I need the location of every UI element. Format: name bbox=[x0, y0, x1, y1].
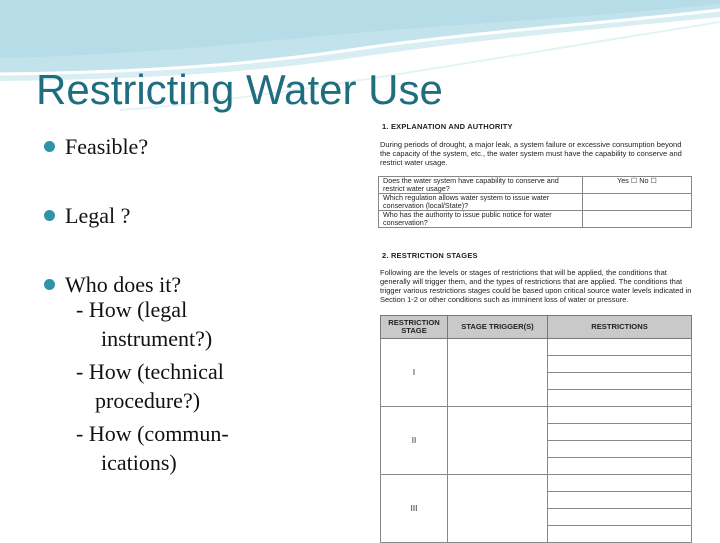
question-cell: Does the water system have capability to conserve and restrict water usage? bbox=[379, 177, 583, 194]
table-row bbox=[381, 475, 692, 492]
answer-cell bbox=[583, 194, 692, 211]
answer-cell: Yes ☐ No ☐ bbox=[583, 177, 692, 194]
stage-cell: II bbox=[381, 407, 448, 475]
table-row bbox=[379, 177, 692, 194]
table-row bbox=[379, 211, 692, 228]
bullet-dot-icon bbox=[44, 210, 55, 221]
table-row bbox=[381, 339, 692, 356]
stage-cell: I bbox=[381, 339, 448, 407]
section-heading: 2. RESTRICTION STAGES bbox=[382, 251, 478, 260]
bullet-item bbox=[44, 131, 148, 162]
answer-cell bbox=[583, 211, 692, 228]
column-header: STAGE TRIGGER(S) bbox=[448, 316, 548, 339]
sub-bullet: instrument?) bbox=[101, 326, 213, 351]
bullet-dot-icon bbox=[44, 279, 55, 290]
sub-bullet: - How (commun- bbox=[76, 421, 229, 446]
column-header: RESTRICTIONS bbox=[548, 316, 692, 339]
slide-title: Restricting Water Use bbox=[36, 66, 443, 113]
section-text: During periods of drought, a major leak, a system failure or excessive consumption beyond the capacity of the system, etc., the water system must have the capability to conserve and restrict water usage. bbox=[380, 140, 682, 167]
section-text: Following are the levels or stages of restrictions that will be applied, the conditions that generally will trigger them, and the types of restrictions that are applied. The conditions that trigger various restrictions stages could be based upon critical source water levels indicated in Section 1-2 or other conditions such as imminent loss of water or pressure. bbox=[380, 268, 692, 304]
column-header: RESTRICTION STAGE bbox=[381, 316, 448, 339]
sub-bullet: ications) bbox=[101, 450, 177, 475]
stage-cell: III bbox=[381, 475, 448, 543]
bullet-dot-icon bbox=[44, 141, 55, 152]
bullet-item bbox=[44, 200, 130, 231]
bullet-label: Feasible? bbox=[65, 134, 149, 159]
bullet-label: Who does it? bbox=[65, 272, 182, 297]
question-cell: Which regulation allows water system to issue water conservation (local/State)? bbox=[379, 194, 583, 211]
authority-table bbox=[378, 176, 692, 228]
sub-bullet: - How (legal bbox=[76, 297, 188, 322]
table-row bbox=[381, 407, 692, 424]
question-cell: Who has the authority to issue public notice for water conservation? bbox=[379, 211, 583, 228]
table-header-row bbox=[381, 316, 692, 339]
table-row bbox=[379, 194, 692, 211]
document-image bbox=[378, 118, 696, 530]
section-heading: 1. EXPLANATION AND AUTHORITY bbox=[382, 122, 513, 131]
bullet-label: Legal ? bbox=[65, 203, 131, 228]
sub-bullet: - How (technical bbox=[76, 359, 224, 384]
sub-bullet: procedure?) bbox=[95, 388, 201, 413]
restriction-table bbox=[380, 315, 692, 543]
